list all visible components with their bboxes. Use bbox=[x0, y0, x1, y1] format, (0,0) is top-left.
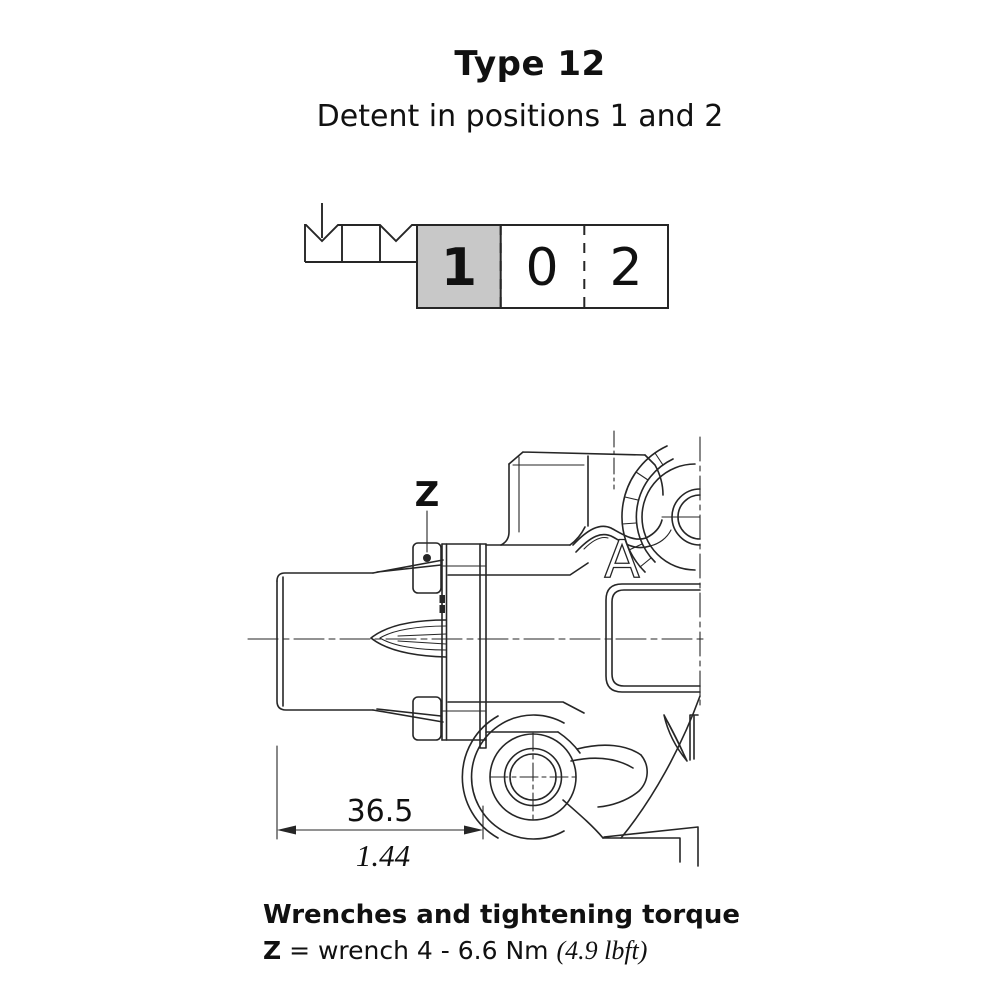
body-shoulder bbox=[448, 527, 588, 753]
torque-imperial: (4.9 lbft) bbox=[556, 936, 648, 965]
torque-note-line bbox=[263, 936, 647, 966]
detent-symbol bbox=[305, 203, 417, 262]
valve-drawing bbox=[240, 425, 1000, 875]
position-cells bbox=[417, 225, 668, 308]
arrow-right bbox=[464, 826, 483, 835]
position-label-1: 1 bbox=[440, 238, 478, 298]
page-subtitle: Detent in positions 1 and 2 bbox=[316, 99, 724, 134]
torque-note-heading: Wrenches and tightening torque bbox=[263, 900, 740, 930]
position-label-2: 2 bbox=[609, 238, 643, 298]
z-leader-dot bbox=[423, 554, 431, 562]
torque-z-label: Z bbox=[263, 936, 282, 965]
top-boss bbox=[501, 431, 663, 545]
port-a-label: A bbox=[604, 530, 640, 590]
page-title: Type 12 bbox=[454, 44, 606, 84]
torque-text: = wrench 4 - 6.6 Nm bbox=[281, 936, 557, 965]
dimension-36-5 bbox=[277, 746, 483, 873]
casting-webs bbox=[563, 696, 700, 866]
dimension-inch: 1.44 bbox=[355, 838, 411, 873]
valve-position-symbol bbox=[295, 195, 680, 320]
position-label-0: 0 bbox=[525, 238, 559, 298]
arrow-left bbox=[277, 826, 296, 835]
port-block bbox=[606, 584, 700, 692]
dimension-mm: 36.5 bbox=[346, 794, 414, 829]
z-label: Z bbox=[414, 475, 440, 515]
